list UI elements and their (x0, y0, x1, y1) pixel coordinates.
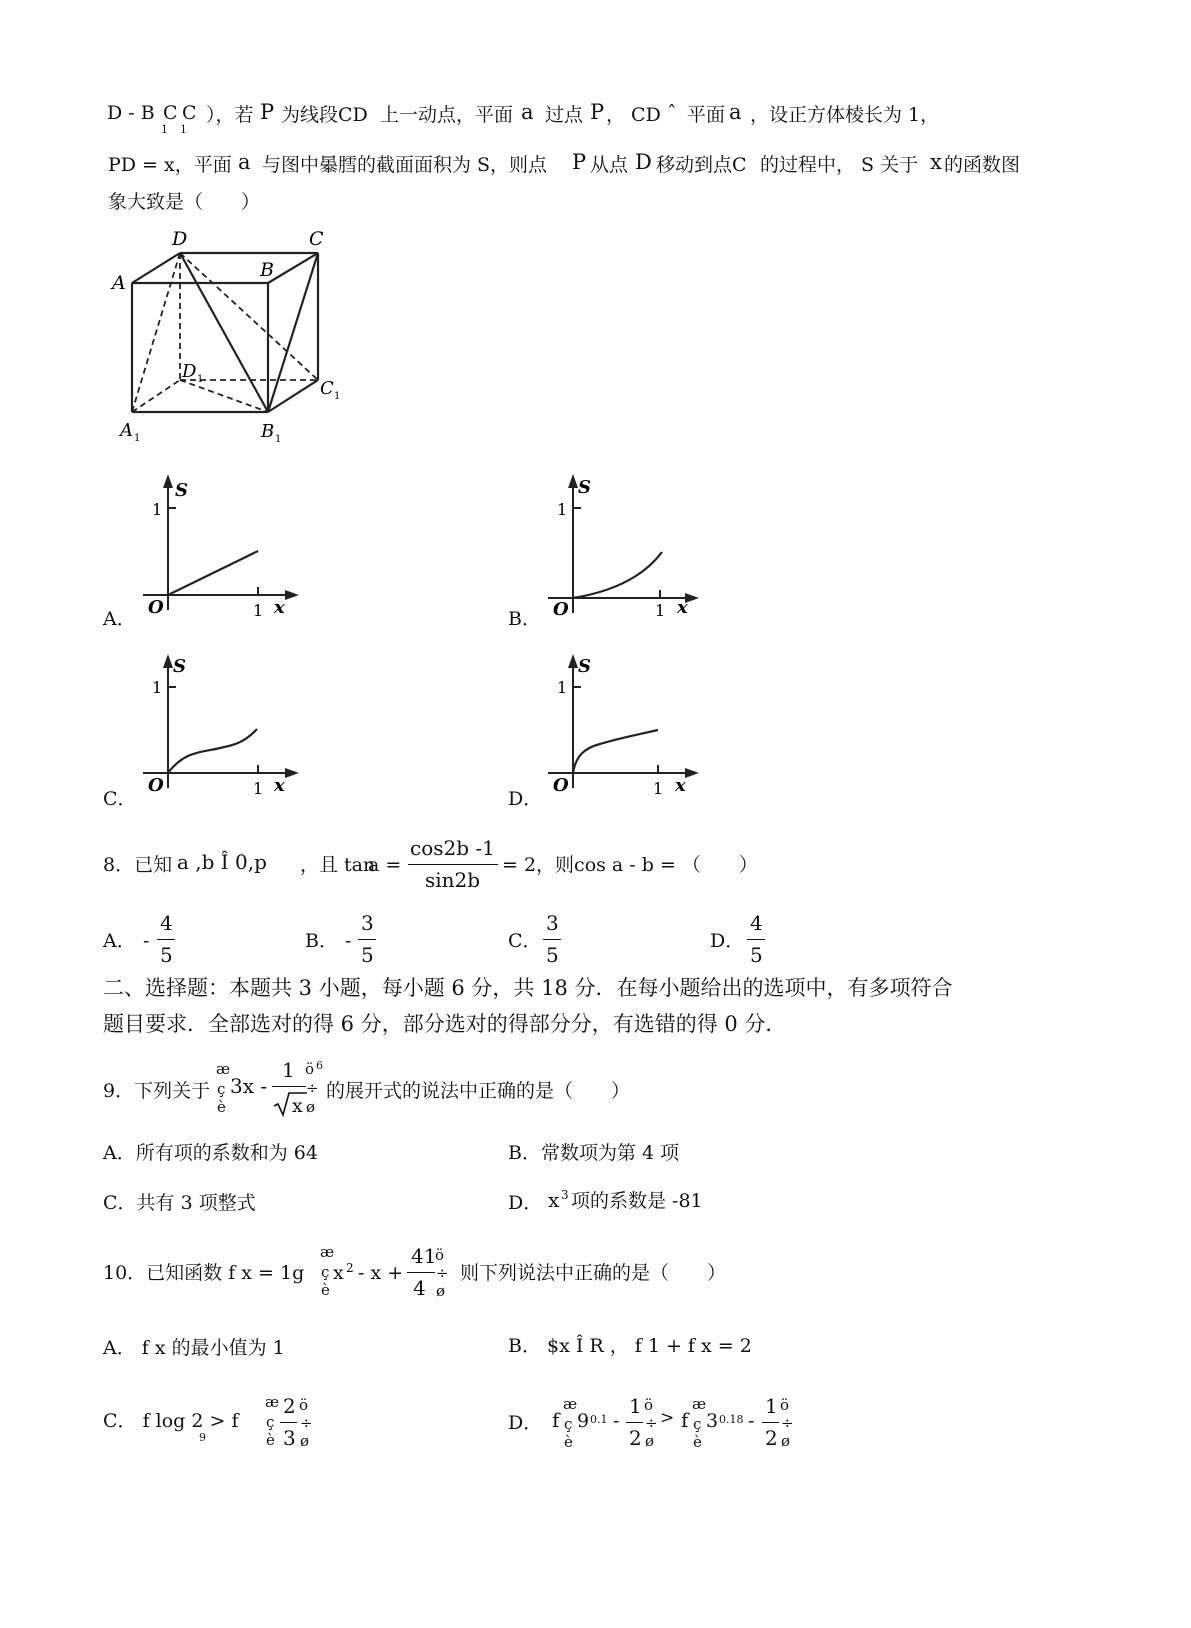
q8-opt-a-den: 5 (160, 943, 173, 967)
q7-l1-sub2: 1 (180, 123, 187, 136)
q10-opt-d-b1-bot: è (564, 1433, 573, 1451)
option-a-label: A． (103, 608, 136, 630)
graph-c-curve (168, 729, 257, 773)
q10-opt-c-bracket-mid: ç (266, 1413, 275, 1431)
graph-c (135, 650, 305, 800)
q10-bracket-bot: è (321, 1281, 330, 1299)
cube-label-A1: A (120, 420, 133, 441)
q10-option-b: B． $x Î R ， f 1 + f x = 2 (508, 1335, 752, 1357)
q10-opt-d-gt: > (660, 1408, 675, 1428)
q10-opt-d-f1: f (552, 1408, 560, 1432)
graph-a-curve (168, 551, 258, 595)
cube-figure (100, 225, 360, 450)
q7-l1-plane2: 平面 (687, 104, 726, 126)
cube-sub-A1: 1 (134, 433, 141, 444)
graph-a (135, 470, 305, 620)
q10-num: 41 (411, 1244, 437, 1268)
graph-a-o: O (148, 597, 164, 618)
cube-sub-C1: 1 (334, 391, 341, 402)
q8-opt-b-label: B． (305, 930, 338, 952)
q10-opt-c-bracket-r-mid: ÷ (300, 1414, 313, 1432)
q10-opt-d-b2r-mid: ÷ (781, 1414, 794, 1432)
q7-l2-d: D (635, 150, 652, 174)
section2-line2: 题目要求．全部选对的得 6 分，部分选对的得部分分，有选错的得 0 分． (103, 1012, 787, 1036)
cube-label-C1: C (320, 378, 334, 399)
q9-fraction-bar (272, 1086, 306, 1087)
graph-b-curve (573, 552, 662, 598)
graph-d (540, 650, 710, 800)
graph-c-o: O (148, 775, 164, 796)
q8-den: sin2b (425, 868, 481, 892)
graph-b-o: O (553, 599, 569, 620)
graph-a-one-x: 1 (253, 601, 264, 620)
q7-l1-c: C (163, 102, 178, 124)
q10-opt-d-b2-mid: ç (693, 1415, 702, 1433)
q8-opt-a-label: A． (103, 930, 136, 952)
q7-l1-p2: P (590, 100, 605, 124)
q7-l1-alpha: a (521, 100, 534, 124)
q9-bracket-r-top: ö (305, 1060, 315, 1078)
q9-option-a: A．所有项的系数和为 64 (103, 1142, 318, 1164)
q7-l1-rest: ，设正方体棱长为 1， (750, 104, 940, 126)
q9-opt-d-exp: 3 (561, 1188, 569, 1202)
q9-term: 3x - (230, 1074, 268, 1098)
q8-opt-b-bar (358, 939, 376, 940)
q10-opt-d-b1r-top: ö (644, 1396, 654, 1414)
q9-opt-d-x: x (548, 1188, 560, 1212)
graph-a-s: S (175, 480, 188, 501)
q7-l2-pd: PD = x，平面 (108, 154, 232, 176)
q10-opt-c-den: 3 (283, 1426, 296, 1450)
q8-opt-a-bar (157, 939, 175, 940)
cube-label-D: D (172, 228, 188, 250)
q8-opt-d-label: D． (710, 930, 745, 952)
q9-bracket-bot: è (217, 1098, 226, 1116)
q10-opt-d-minus2: - (748, 1410, 755, 1432)
q10-bracket-mid: ç (321, 1263, 330, 1281)
q7-l2-x: x (930, 150, 942, 174)
q10-opt-c-bar (280, 1422, 297, 1423)
q7-l1-guo: 过点 (545, 104, 584, 126)
q8-opt-a-sign: - (143, 930, 150, 952)
q10-exp2: 2 (346, 1261, 354, 1275)
q8-opt-b-den: 5 (361, 943, 374, 967)
q7-l2-text: 与图中曓膤的截面面积为 S，则点 (262, 154, 548, 176)
q7-l1-perp: ˆ (667, 102, 677, 124)
q9-bracket-top: æ (216, 1060, 231, 1078)
q7-l2-during: 的过程中， S 关于 (760, 154, 919, 176)
q8-opt-c-label: C． (508, 930, 542, 952)
q8-cond: a ,b Î 0,p (177, 850, 267, 874)
cube-label-B: B (260, 259, 274, 281)
graph-d-s: S (578, 656, 591, 677)
q10-bracket-top: æ (320, 1243, 335, 1261)
q9-bracket-mid: ç (217, 1080, 226, 1098)
graph-c-s: S (173, 656, 186, 677)
q8-opt-d-den: 5 (750, 943, 763, 967)
graph-d-one-y: 1 (557, 678, 568, 697)
q8-opt-b-num: 3 (361, 911, 374, 935)
q9-option-c: C．共有 3 项整式 (103, 1192, 256, 1214)
graph-a-one-y: 1 (152, 500, 163, 519)
q9-option-b: B．常数项为第 4 项 (508, 1142, 680, 1164)
section2-line1: 二、选择题：本题共 3 小题，每小题 6 分，共 18 分．在每小题给出的选项中，有多项符合 (103, 976, 953, 1000)
graph-d-o: O (553, 775, 569, 796)
q10-opt-d-b2r-top: ö (780, 1396, 790, 1414)
graph-b (540, 470, 710, 620)
q10-x2: x (333, 1262, 344, 1284)
q7-l2-alpha: a (238, 150, 251, 174)
q10-opt-d-b2-bot: è (693, 1433, 702, 1451)
q10-opt-c-text: C． f log 2 > f (103, 1410, 239, 1432)
q8-fraction-bar (408, 864, 498, 865)
q10-opt-d-b2r-bot: ø (781, 1432, 791, 1450)
q8-opt-c-bar (543, 939, 561, 940)
q10-opt-d-exp1: 0.1 (590, 1413, 608, 1426)
graph-c-one-y: 1 (152, 678, 163, 697)
cube-label-B1: B (261, 421, 275, 442)
q10-suffix: 则下列说法中正确的是（ ） (460, 1262, 727, 1284)
q8-opt-d-num: 4 (750, 911, 763, 935)
option-d-label: D． (508, 788, 543, 810)
q8-qie: ，且 tan (300, 854, 376, 876)
q10-bracket-r-top: ö (435, 1246, 445, 1264)
cube-label-C: C (309, 228, 324, 250)
q10-opt-d-base1: 9 (577, 1410, 590, 1432)
q7-l2-move: 移动到点C (656, 154, 747, 176)
q9-den: x (292, 1095, 303, 1117)
q7-l1-cd: ， CD (606, 104, 661, 126)
cube-label-D1: D (182, 361, 197, 382)
graph-a-x: x (274, 597, 285, 618)
q8-prefix: 8．已知 (103, 854, 173, 876)
q10-opt-d-b2-top: æ (692, 1395, 707, 1413)
option-c-label: C． (103, 788, 137, 810)
q7-l1-alpha2: a (729, 100, 742, 124)
q10-opt-d-den2: 2 (765, 1426, 778, 1450)
graph-b-s: S (578, 477, 591, 498)
q9-bracket-r-mid: ÷ (306, 1079, 319, 1097)
q10-opt-d-num2: 1 (765, 1394, 778, 1418)
q7-l1-seg: 为线段CD (281, 104, 368, 126)
graph-b-one-x: 1 (655, 601, 666, 620)
q8-opt-b-sign: - (345, 930, 352, 952)
q7-l2-func: 的函数图 (944, 154, 1021, 176)
q10-opt-d-base2: 3 (706, 1410, 719, 1432)
q8-opt-d-bar (747, 939, 765, 940)
q10-opt-d-den1: 2 (629, 1426, 642, 1450)
q9-num: 1 (282, 1058, 295, 1082)
q10-opt-d-b1-mid: ç (564, 1415, 573, 1433)
cube-label-A: A (112, 272, 126, 294)
q10-opt-c-bracket-bot: è (266, 1431, 275, 1449)
graph-d-one-x: 1 (653, 779, 664, 798)
q9-opt-d-label: D． (508, 1192, 543, 1214)
q7-l1-sub1: 1 (161, 123, 168, 136)
q7-l1-p: P (260, 100, 275, 124)
q7-l2-p: P (572, 150, 587, 174)
q10-den: 4 (413, 1276, 426, 1300)
q7-line3: 象大致是（ ） (108, 191, 261, 213)
q7-l1-ruo: ），若 (206, 104, 254, 126)
q7-l1-db: D - B (107, 102, 155, 124)
q10-opt-d-bar1 (626, 1422, 643, 1423)
q10-prefix: 10．已知函数 f x = 1g (103, 1262, 305, 1284)
q10-opt-d-b1r-mid: ÷ (645, 1414, 658, 1432)
option-b-label: B． (508, 608, 541, 630)
q8-opt-a-num: 4 (160, 911, 173, 935)
q10-opt-d-b1-top: æ (563, 1395, 578, 1413)
q10-opt-d-bar2 (762, 1422, 779, 1423)
cube-sub-B1: 1 (275, 434, 282, 445)
graph-d-x: x (675, 775, 686, 796)
q9-suffix: 的展开式的说法中正确的是（ ） (326, 1080, 631, 1102)
q10-option-a: A． f x 的最小值为 1 (103, 1337, 285, 1359)
q10-fraction-bar (407, 1272, 435, 1273)
q10-opt-d-b1r-bot: ø (645, 1432, 655, 1450)
graph-d-curve (573, 730, 658, 773)
q10-opt-d-minus1: - (613, 1410, 620, 1432)
graph-b-one-y: 1 (557, 500, 568, 519)
q8-opt-c-num: 3 (546, 911, 559, 935)
q9-bracket-r-bot: ø (306, 1098, 316, 1116)
q10-bracket-r-mid: ÷ (436, 1264, 449, 1282)
graph-c-x: x (274, 775, 285, 796)
q8-rest: = 2，则cos a - b = （ ） (502, 854, 758, 876)
q10-opt-c-sub: 9 (199, 1431, 206, 1444)
q10-opt-d-num1: 1 (629, 1394, 642, 1418)
q10-opt-c-bracket-r-bot: ø (300, 1432, 310, 1450)
q9-opt-d-rest: 项的系数是 -81 (571, 1190, 703, 1212)
q10-opt-d-f2: f (681, 1408, 689, 1432)
q8-a-eq: a = (368, 854, 402, 876)
q10-opt-c-num: 2 (283, 1394, 296, 1418)
q10-opt-c-bracket-r-top: ö (299, 1396, 309, 1414)
q7-l2-from: 从点 (590, 154, 629, 176)
cube-sub-D1: 1 (197, 374, 204, 385)
q10-mid: - x + (358, 1262, 404, 1284)
q8-num: cos2b -1 (410, 836, 495, 860)
q7-l1-plane: 上一动点，平面 (380, 104, 514, 126)
q7-l1-c2: C (182, 102, 197, 124)
q8-opt-c-den: 5 (546, 943, 559, 967)
q10-opt-c-bracket-top: æ (265, 1393, 280, 1411)
q10-opt-d-label: D． (508, 1412, 543, 1434)
q9-exp: 6 (316, 1059, 323, 1072)
graph-c-one-x: 1 (253, 779, 264, 798)
q9-prefix: 9．下列关于 (103, 1080, 211, 1102)
q10-bracket-r-bot: ø (436, 1282, 446, 1300)
graph-b-x: x (677, 597, 688, 618)
q10-opt-d-exp2: 0.18 (719, 1413, 744, 1426)
